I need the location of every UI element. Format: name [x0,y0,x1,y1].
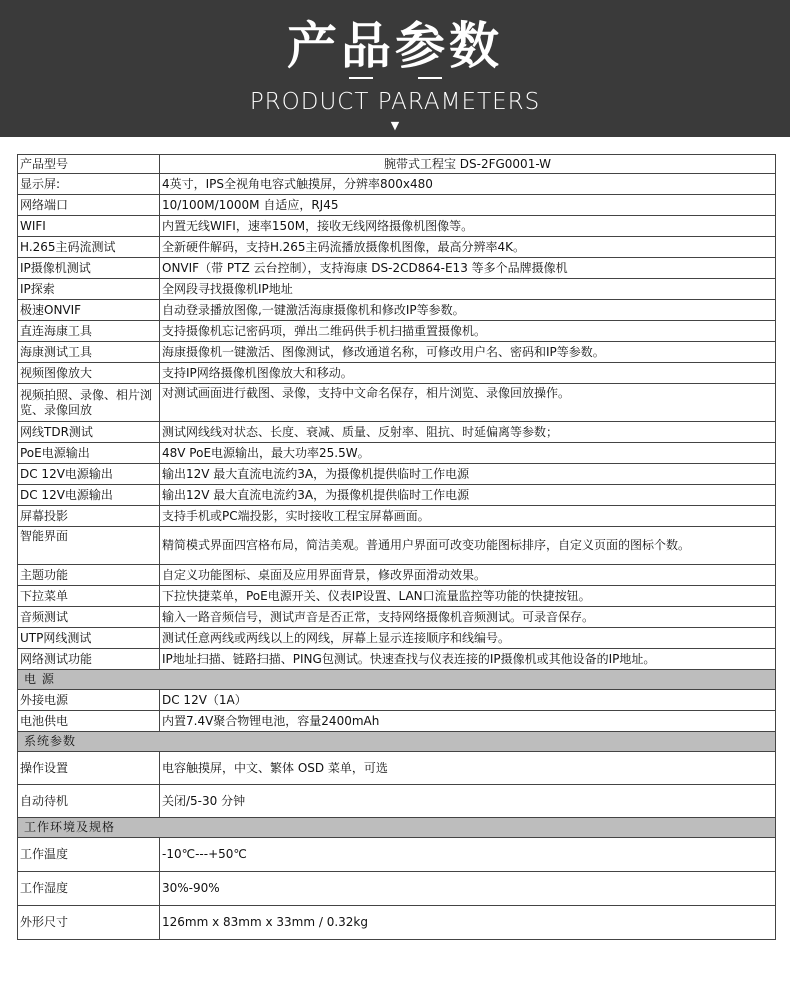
spec-label: DC 12V电源输出 [18,464,160,485]
spec-value: 输入一路音频信号，测试声音是否正常，支持网络摄像机音频测试。可录音保存。 [160,607,776,628]
spec-value: 全新硬件解码，支持H.265主码流播放摄像机图像，最高分辨率4K。 [160,237,776,258]
section-header-power [18,670,776,690]
spec-label: 工作温度 [18,838,160,872]
spec-value: 下拉快捷菜单，PoE电源开关、仪表IP设置、LAN口流量监控等功能的快捷按钮。 [160,586,776,607]
spec-value: DC 12V（1A） [160,690,776,711]
spec-value: 测试任意两线或两线以上的网线，屏幕上显示连接顺序和线编号。 [160,628,776,649]
spec-table [17,154,776,940]
table-row [18,443,776,464]
table-row [18,838,776,872]
spec-label: 外形尺寸 [18,906,160,940]
table-row [18,586,776,607]
spec-label: 显示屏: [18,174,160,195]
spec-label: 下拉菜单 [18,586,160,607]
spec-label: 屏幕投影 [18,506,160,527]
spec-value: 精简模式界面四宫格布局，简洁美观。普通用户界面可改变功能图标排序，自定义页面的图标个数。 [160,527,776,565]
table-row [18,258,776,279]
spec-label: 智能界面 [18,527,160,565]
spec-value: IP地址扫描、链路扫描、PING包测试。快速查找与仪表连接的IP摄像机或其他设备的IP地址。 [160,649,776,670]
table-row [18,155,776,174]
table-row [18,422,776,443]
spec-value: 测试网线线对状态、长度、衰减、质量、反射率、阻抗、时延偏离等参数； [160,422,776,443]
table-row [18,506,776,527]
spec-value: 输出12V 最大直流电流约3A，为摄像机提供临时工作电源 [160,485,776,506]
spec-value: 10/100M/1000M 自适应，RJ45 [160,195,776,216]
spec-value: 腕带式工程宝 DS-2FG0001-W [160,155,776,174]
spec-value: -10℃---+50℃ [160,838,776,872]
header-banner [0,0,790,137]
spec-label: 操作设置 [18,752,160,785]
spec-value: 内置无线WIFI，速率150M，接收无线网络摄像机图像等。 [160,216,776,237]
table-row [18,464,776,485]
spec-label: 网络测试功能 [18,649,160,670]
table-row [18,607,776,628]
spec-value: 支持摄像机忘记密码项，弹出二维码供手机扫描重置摄像机。 [160,321,776,342]
table-row [18,195,776,216]
spec-value: 对测试画面进行截图、录像，支持中文命名保存，相片浏览、录像回放操作。 [160,384,776,422]
section-title: 电 源 [18,670,776,690]
table-row [18,906,776,940]
spec-label: 视频图像放大 [18,363,160,384]
spec-label: 自动待机 [18,785,160,818]
page-subtitle: PRODUCT PARAMETERS [249,89,541,115]
spec-label: IP探索 [18,279,160,300]
spec-value: ONVIF（带 PTZ 云台控制），支持海康 DS-2CD864-E13 等多个品牌摄像机 [160,258,776,279]
table-row [18,690,776,711]
table-row [18,485,776,506]
table-row [18,565,776,586]
spec-value: 输出12V 最大直流电流约3A，为摄像机提供临时工作电源 [160,464,776,485]
spec-value: 126mm x 83mm x 33mm / 0.32kg [160,906,776,940]
table-row [18,174,776,195]
spec-value: 关闭/5-30 分钟 [160,785,776,818]
spec-value: 48V PoE电源输出，最大功率25.5W。 [160,443,776,464]
spec-label: PoE电源输出 [18,443,160,464]
spec-value: 全网段寻找摄像机IP地址 [160,279,776,300]
spec-value: 30%-90% [160,872,776,906]
title-underline-right [418,77,442,79]
table-row [18,384,776,422]
spec-value: 内置7.4V聚合物锂电池，容量2400mAh [160,711,776,732]
down-arrow-icon: ▼ [390,119,400,132]
section-header-system [18,732,776,752]
spec-label: 工作湿度 [18,872,160,906]
section-header-environment [18,818,776,838]
spec-value: 自动登录播放图像,一键激活海康摄像机和修改IP等参数。 [160,300,776,321]
spec-label: 音频测试 [18,607,160,628]
table-row [18,628,776,649]
spec-label: 极速ONVIF [18,300,160,321]
spec-label: 视频拍照、录像、相片浏览、录像回放 [18,384,160,422]
spec-label: DC 12V电源输出 [18,485,160,506]
table-row [18,279,776,300]
spec-value: 支持手机或PC端投影，实时接收工程宝屏幕画面。 [160,506,776,527]
spec-value: 支持IP网络摄像机图像放大和移动。 [160,363,776,384]
spec-label: H.265主码流测试 [18,237,160,258]
spec-label: 主题功能 [18,565,160,586]
table-row [18,711,776,732]
table-row [18,216,776,237]
table-row [18,342,776,363]
table-row [18,237,776,258]
title-underline-left [349,77,373,79]
table-row [18,321,776,342]
spec-label: IP摄像机测试 [18,258,160,279]
section-title: 系统参数 [18,732,776,752]
page-title: 产品参数 [287,17,503,75]
spec-value: 自定义功能图标、桌面及应用界面背景，修改界面滑动效果。 [160,565,776,586]
table-row [18,300,776,321]
spec-label: 海康测试工具 [18,342,160,363]
spec-value: 4英寸，IPS全视角电容式触摸屏，分辨率800x480 [160,174,776,195]
spec-label: 直连海康工具 [18,321,160,342]
spec-label: 网络端口 [18,195,160,216]
table-row [18,785,776,818]
table-row [18,649,776,670]
table-row [18,872,776,906]
table-row [18,752,776,785]
spec-label: WIFI [18,216,160,237]
spec-label: 网线TDR测试 [18,422,160,443]
spec-label: 电池供电 [18,711,160,732]
section-title: 工作环境及规格 [18,818,776,838]
spec-label: UTP网线测试 [18,628,160,649]
spec-value: 电容触摸屏，中文、繁体 OSD 菜单，可选 [160,752,776,785]
table-row [18,527,776,565]
spec-label: 产品型号 [18,155,160,174]
spec-label: 外接电源 [18,690,160,711]
spec-value: 海康摄像机一键激活、图像测试，修改通道名称，可修改用户名、密码和IP等参数。 [160,342,776,363]
table-row [18,363,776,384]
